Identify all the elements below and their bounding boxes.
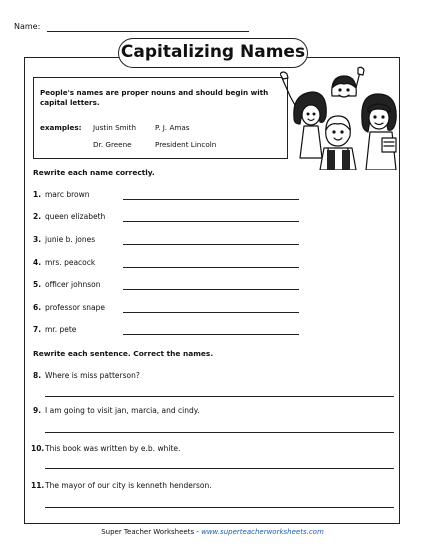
footer bbox=[0, 528, 425, 536]
item-prompt: junie b. jones bbox=[45, 235, 96, 244]
item-number: 4. bbox=[33, 258, 42, 267]
item-prompt: mr. pete bbox=[45, 325, 77, 334]
item-number: 7. bbox=[33, 325, 42, 334]
children-illustration-icon bbox=[280, 66, 402, 170]
example-item: P. J. Amas bbox=[155, 123, 190, 132]
answer-line[interactable] bbox=[123, 199, 299, 200]
item-prompt: officer johnson bbox=[45, 280, 101, 289]
examples-label: examples: bbox=[40, 123, 82, 132]
item-prompt: I am going to visit jan, marcia, and cindy. bbox=[45, 406, 200, 415]
name-label: Name: bbox=[14, 22, 41, 31]
answer-line[interactable] bbox=[45, 396, 394, 397]
item-prompt: queen elizabeth bbox=[45, 212, 106, 221]
example-item: Justin Smith bbox=[93, 123, 137, 132]
footer-separator: - bbox=[194, 528, 202, 536]
item-prompt: mrs. peacock bbox=[45, 258, 96, 267]
item-number: 6. bbox=[33, 303, 42, 312]
name-line[interactable] bbox=[47, 31, 249, 32]
item-number: 2. bbox=[33, 212, 42, 221]
item-prompt: Where is miss patterson? bbox=[45, 371, 140, 380]
example-item: President Lincoln bbox=[155, 140, 217, 149]
item-number: 11. bbox=[31, 481, 45, 490]
item-number: 8. bbox=[33, 371, 42, 380]
item-prompt: marc brown bbox=[45, 190, 90, 199]
item-number: 9. bbox=[33, 406, 42, 415]
item-number: 3. bbox=[33, 235, 42, 244]
item-number: 1. bbox=[33, 190, 42, 199]
item-number: 5. bbox=[33, 280, 42, 289]
part1-instruction: Rewrite each name correctly. bbox=[33, 168, 155, 177]
answer-line[interactable] bbox=[45, 468, 394, 469]
item-prompt: The mayor of our city is kenneth henderson. bbox=[45, 481, 212, 490]
rule-text: People's names are proper nouns and should begin with capital letters. bbox=[40, 88, 269, 107]
page-title: Capitalizing Names bbox=[118, 38, 308, 68]
answer-line[interactable] bbox=[45, 507, 394, 508]
example-item: Dr. Greene bbox=[93, 140, 132, 149]
item-prompt: professor snape bbox=[45, 303, 106, 312]
item-prompt: This book was written by e.b. white. bbox=[45, 444, 181, 453]
answer-line[interactable] bbox=[123, 267, 299, 268]
part2-instruction: Rewrite each sentence. Correct the names. bbox=[33, 349, 214, 358]
answer-line[interactable] bbox=[45, 432, 394, 433]
item-number: 10. bbox=[31, 444, 45, 453]
footer-brand: Super Teacher Worksheets bbox=[101, 528, 195, 536]
answer-line[interactable] bbox=[123, 244, 299, 245]
answer-line[interactable] bbox=[123, 312, 299, 313]
answer-line[interactable] bbox=[123, 289, 299, 290]
answer-line[interactable] bbox=[123, 334, 299, 335]
answer-line[interactable] bbox=[123, 221, 299, 222]
footer-link[interactable]: www.superteacherworksheets.com bbox=[201, 528, 324, 536]
